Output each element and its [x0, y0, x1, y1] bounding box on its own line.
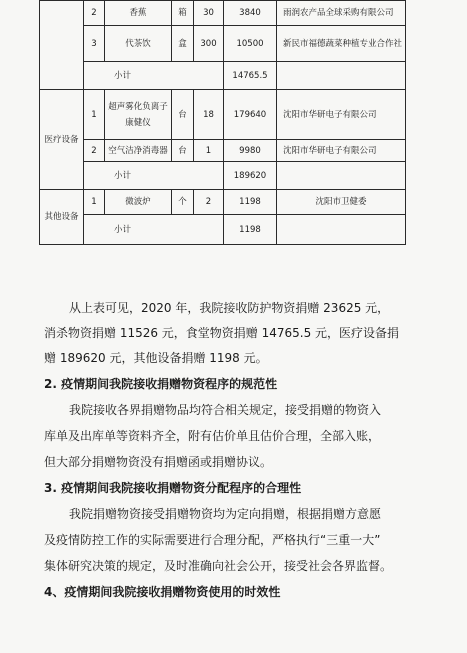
qty-cell: 30	[194, 1, 224, 26]
subtotal-amount: 189620	[224, 162, 277, 190]
no-cell: 3	[84, 26, 105, 62]
item-cell: 香蕉	[105, 1, 172, 26]
paragraph-line: 我院接收各界捐赠物品均符合相关规定，接受捐赠的物资入	[69, 403, 382, 417]
unit-cell: 个	[172, 190, 194, 215]
summary-line: 从上表可见，2020 年，我院接收防护物资捐赠 23625 元，	[69, 301, 390, 315]
summary-line: 赠 189620 元，其他设备捐赠 1198 元。	[44, 351, 268, 365]
unit-cell: 台	[172, 90, 194, 140]
qty-cell: 18	[194, 90, 224, 140]
section-heading: 3. 疫情期间我院接收捐赠物资分配程序的合理性	[44, 481, 302, 495]
table-row	[40, 190, 406, 215]
table-row	[40, 1, 406, 26]
category-cell: 其他设备	[40, 190, 84, 245]
no-cell: 1	[84, 90, 105, 140]
paragraph-line: 但大部分捐赠物资没有捐赠函或捐赠协议。	[44, 455, 273, 469]
table-row	[40, 26, 406, 62]
supplier-cell: 沈阳市华研电子有限公司	[277, 90, 406, 140]
subtotal-row	[40, 215, 406, 245]
amount-cell: 3840	[224, 1, 277, 26]
paragraph-line: 库单及出库单等资料齐全，附有估价单且估价合理，全部入账，	[44, 429, 381, 443]
supplier-cell: 沈阳市华研电子有限公司	[277, 140, 406, 162]
table-row	[40, 90, 406, 140]
supplier-cell: 雨润农产品全球采购有限公司	[277, 1, 406, 26]
amount-cell: 1198	[224, 190, 277, 215]
item-cell: 微波炉	[105, 190, 172, 215]
qty-cell: 2	[194, 190, 224, 215]
summary-line: 消杀物资捐赠 11526 元，食堂物资捐赠 14765.5 元，医疗设备捐	[44, 326, 400, 340]
empty-cell	[277, 162, 406, 190]
no-cell: 2	[84, 140, 105, 162]
subtotal-amount: 14765.5	[224, 62, 277, 90]
no-cell: 2	[84, 1, 105, 26]
item-cell: 超声雾化负离子康健仪	[105, 90, 172, 140]
paragraph-line: 集体研究决策的规定，及时准确向社会公开，接受社会各界监督。	[44, 559, 393, 573]
supplier-cell: 新民市福德蔬菜种植专业合作社	[277, 26, 406, 62]
empty-cell	[277, 62, 406, 90]
category-cell	[40, 1, 84, 90]
no-cell: 1	[84, 190, 105, 215]
subtotal-label: 小计	[84, 162, 224, 190]
subtotal-amount: 1198	[224, 215, 277, 245]
amount-cell: 9980	[224, 140, 277, 162]
amount-cell: 179640	[224, 90, 277, 140]
item-cell: 空气洁净消毒器	[105, 140, 172, 162]
supplier-cell: 沈阳市卫健委	[277, 190, 406, 215]
section-heading: 4、疫情期间我院接收捐赠物资使用的时效性	[44, 585, 281, 599]
empty-cell	[277, 215, 406, 245]
qty-cell: 300	[194, 26, 224, 62]
qty-cell: 1	[194, 140, 224, 162]
subtotal-row	[40, 162, 406, 190]
amount-cell: 10500	[224, 26, 277, 62]
subtotal-label: 小计	[84, 62, 224, 90]
unit-cell: 箱	[172, 1, 194, 26]
donations-table	[39, 0, 406, 245]
section-heading: 2. 疫情期间我院接收捐赠物资程序的规范性	[44, 377, 278, 391]
category-cell: 医疗设备	[40, 90, 84, 190]
item-cell: 代茶饮	[105, 26, 172, 62]
subtotal-row	[40, 62, 406, 90]
paragraph-line: 及疫情防控工作的实际需要进行合理分配，严格执行“三重一大”	[44, 533, 381, 547]
unit-cell: 台	[172, 140, 194, 162]
paragraph-line: 我院捐赠物资接受捐赠物资均为定向捐赠，根据捐赠方意愿	[69, 507, 382, 521]
table-row	[40, 140, 406, 162]
subtotal-label: 小计	[84, 215, 224, 245]
unit-cell: 盒	[172, 26, 194, 62]
